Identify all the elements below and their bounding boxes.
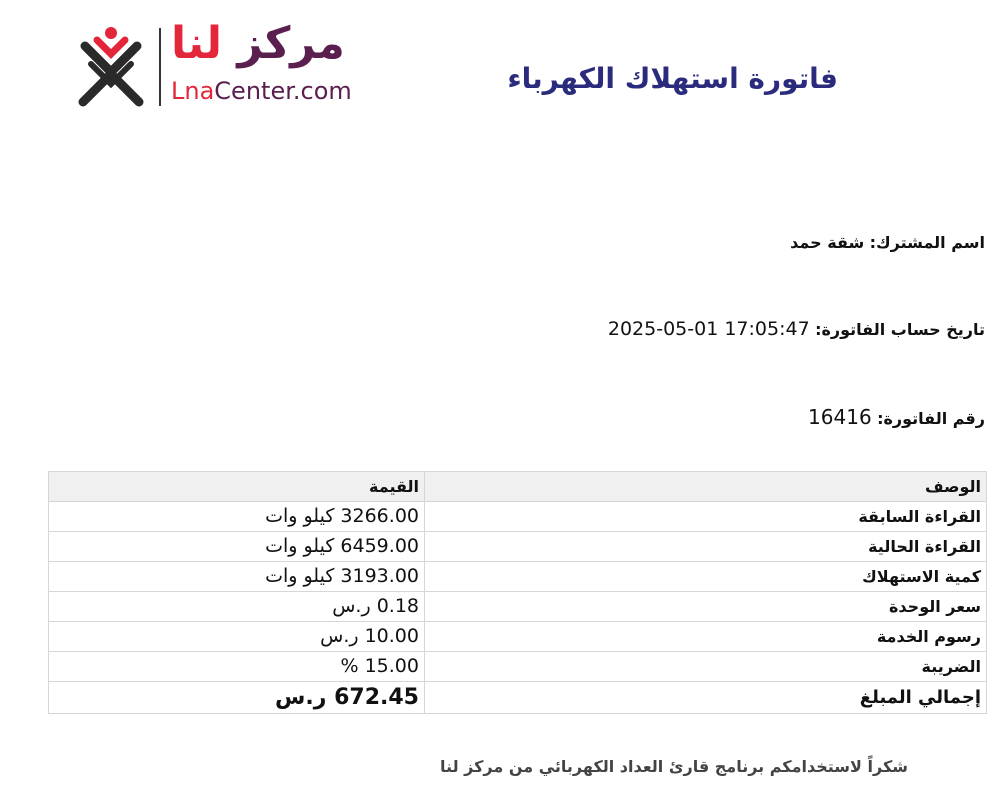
row-description: القراءة السابقة bbox=[425, 502, 987, 532]
total-label: إجمالي المبلغ bbox=[425, 682, 987, 714]
invoice-date-line bbox=[608, 318, 985, 340]
logo-divider bbox=[159, 28, 161, 106]
row-value: 3193.00 كيلو وات bbox=[49, 562, 425, 592]
total-value: 672.45 ر.س bbox=[49, 682, 425, 714]
logo-english-main: Center.com bbox=[214, 77, 352, 105]
invoice-date-label: تاريخ حساب الفاتورة: bbox=[815, 320, 985, 339]
row-description: القراءة الحالية bbox=[425, 532, 987, 562]
row-value: 15.00 % bbox=[49, 652, 425, 682]
lna-center-logo-icon bbox=[75, 24, 147, 108]
row-description: سعر الوحدة bbox=[425, 592, 987, 622]
invoice-number-label: رقم الفاتورة: bbox=[877, 409, 985, 428]
total-row bbox=[49, 682, 987, 714]
row-value: 6459.00 كيلو وات bbox=[49, 532, 425, 562]
page-title: فاتورة استهلاك الكهرباء bbox=[507, 62, 838, 95]
table-row bbox=[49, 592, 987, 622]
row-description: رسوم الخدمة bbox=[425, 622, 987, 652]
subscriber-label: اسم المشترك: bbox=[869, 233, 985, 252]
invoice-date-value: 2025-05-01 17:05:47 bbox=[607, 318, 810, 340]
subscriber-line bbox=[790, 233, 985, 253]
table-row bbox=[49, 532, 987, 562]
table-row bbox=[49, 622, 987, 652]
row-description: الضريبة bbox=[425, 652, 987, 682]
logo-arabic-text bbox=[171, 18, 345, 70]
logo-english-accent: Lna bbox=[171, 77, 215, 105]
footer-thanks: شكراً لاستخدامكم برنامج قارئ العداد الكهربائي من مركز لنا bbox=[440, 757, 908, 776]
column-header-value: القيمة bbox=[49, 472, 425, 502]
table-row bbox=[49, 652, 987, 682]
logo-english-text bbox=[171, 76, 352, 106]
row-value: 0.18 ر.س bbox=[49, 592, 425, 622]
logo-arabic-main: مركز bbox=[237, 18, 345, 69]
table-header-row bbox=[49, 472, 987, 502]
table-row bbox=[49, 502, 987, 532]
invoice-number-value: 16416 bbox=[808, 405, 872, 429]
logo-arabic-accent: لنا bbox=[171, 18, 223, 69]
row-description: كمية الاستهلاك bbox=[425, 562, 987, 592]
bill-table bbox=[48, 471, 987, 714]
table-row bbox=[49, 562, 987, 592]
column-header-description: الوصف bbox=[425, 472, 987, 502]
row-value: 3266.00 كيلو وات bbox=[49, 502, 425, 532]
subscriber-name: شقة حمد bbox=[790, 233, 865, 252]
invoice-number-line bbox=[808, 405, 985, 429]
row-value: 10.00 ر.س bbox=[49, 622, 425, 652]
logo bbox=[75, 18, 365, 113]
